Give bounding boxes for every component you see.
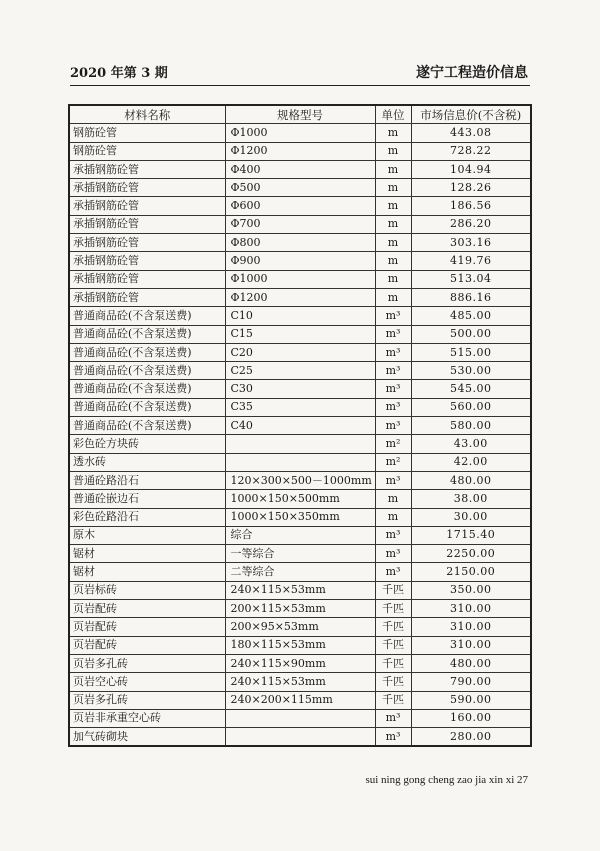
- cell-unit: 千匹: [375, 673, 411, 691]
- cell-name: 页岩非承重空心砖: [69, 709, 225, 727]
- cell-unit: m: [375, 124, 411, 142]
- cell-unit: m³: [375, 728, 411, 747]
- cell-spec: [225, 728, 375, 747]
- cell-name: 承插钢筋砼管: [69, 270, 225, 288]
- cell-spec: 120×300×500－1000mm: [225, 471, 375, 489]
- table-row: [69, 453, 531, 471]
- cell-spec: C30: [225, 380, 375, 398]
- cell-unit: m: [375, 160, 411, 178]
- cell-name: 彩色砼路沿石: [69, 508, 225, 526]
- cell-name: 页岩多孔砖: [69, 691, 225, 709]
- cell-spec: C20: [225, 343, 375, 361]
- table-row: [69, 417, 531, 435]
- cell-name: 钢筋砼管: [69, 124, 225, 142]
- cell-price: 580.00: [411, 417, 531, 435]
- table-row: [69, 142, 531, 160]
- table-row: [69, 508, 531, 526]
- cell-spec: C40: [225, 417, 375, 435]
- table-body: [69, 124, 531, 747]
- cell-name: 普通砼嵌边石: [69, 490, 225, 508]
- cell-unit: m: [375, 179, 411, 197]
- cell-name: 锯材: [69, 545, 225, 563]
- cell-spec: Φ700: [225, 215, 375, 233]
- cell-spec: 240×115×53mm: [225, 581, 375, 599]
- table-row: [69, 728, 531, 747]
- cell-spec: Φ1200: [225, 288, 375, 306]
- cell-spec: C35: [225, 398, 375, 416]
- cell-spec: Φ1000: [225, 270, 375, 288]
- table-row: [69, 270, 531, 288]
- cell-spec: 1000×150×500mm: [225, 490, 375, 508]
- cell-spec: 1000×150×350mm: [225, 508, 375, 526]
- cell-price: 104.94: [411, 160, 531, 178]
- cell-name: 页岩配砖: [69, 618, 225, 636]
- cell-price: 310.00: [411, 600, 531, 618]
- table-row: [69, 563, 531, 581]
- cell-spec: 180×115×53mm: [225, 636, 375, 654]
- table-row: [69, 179, 531, 197]
- col-header-unit: 单位: [375, 105, 411, 124]
- cell-price: 286.20: [411, 215, 531, 233]
- cell-name: 页岩配砖: [69, 636, 225, 654]
- cell-price: 515.00: [411, 343, 531, 361]
- publication-title: 遂宁工程造价信息: [416, 65, 528, 81]
- cell-unit: m³: [375, 307, 411, 325]
- cell-name: 页岩空心砖: [69, 673, 225, 691]
- table-row: [69, 545, 531, 563]
- table-row: [69, 490, 531, 508]
- cell-spec: Φ1200: [225, 142, 375, 160]
- table-row: [69, 709, 531, 727]
- cell-name: 普通商品砼(不含泵送费): [69, 307, 225, 325]
- cell-spec: 二等综合: [225, 563, 375, 581]
- cell-unit: m²: [375, 435, 411, 453]
- cell-unit: 千匹: [375, 691, 411, 709]
- cell-spec: C15: [225, 325, 375, 343]
- cell-unit: m: [375, 288, 411, 306]
- col-header-name: 材料名称: [69, 105, 225, 124]
- cell-name: 普通商品砼(不含泵送费): [69, 325, 225, 343]
- cell-name: 承插钢筋砼管: [69, 160, 225, 178]
- cell-unit: m³: [375, 417, 411, 435]
- price-table: [68, 104, 532, 747]
- cell-price: 1715.40: [411, 526, 531, 544]
- cell-unit: 千匹: [375, 654, 411, 672]
- table-row: [69, 197, 531, 215]
- cell-name: 承插钢筋砼管: [69, 215, 225, 233]
- cell-name: 普通商品砼(不含泵送费): [69, 398, 225, 416]
- table-row: [69, 618, 531, 636]
- cell-unit: m: [375, 234, 411, 252]
- cell-price: 2150.00: [411, 563, 531, 581]
- cell-name: 承插钢筋砼管: [69, 179, 225, 197]
- cell-price: 485.00: [411, 307, 531, 325]
- cell-price: 590.00: [411, 691, 531, 709]
- table-row: [69, 471, 531, 489]
- cell-spec: 综合: [225, 526, 375, 544]
- table-row: [69, 600, 531, 618]
- cell-unit: 千匹: [375, 581, 411, 599]
- cell-spec: C10: [225, 307, 375, 325]
- cell-name: 彩色砼方块砖: [69, 435, 225, 453]
- table-row: [69, 307, 531, 325]
- table-row: [69, 215, 531, 233]
- cell-spec: Φ500: [225, 179, 375, 197]
- cell-unit: m: [375, 142, 411, 160]
- cell-unit: m³: [375, 471, 411, 489]
- cell-price: 530.00: [411, 362, 531, 380]
- cell-spec: 240×115×53mm: [225, 673, 375, 691]
- table-row: [69, 398, 531, 416]
- cell-price: 480.00: [411, 654, 531, 672]
- cell-price: 42.00: [411, 453, 531, 471]
- cell-unit: m³: [375, 563, 411, 581]
- cell-spec: [225, 435, 375, 453]
- table-row: [69, 343, 531, 361]
- cell-unit: 千匹: [375, 618, 411, 636]
- cell-price: 419.76: [411, 252, 531, 270]
- cell-unit: m³: [375, 325, 411, 343]
- cell-name: 普通商品砼(不含泵送费): [69, 380, 225, 398]
- cell-unit: m: [375, 490, 411, 508]
- cell-price: 128.26: [411, 179, 531, 197]
- cell-price: 500.00: [411, 325, 531, 343]
- cell-price: 443.08: [411, 124, 531, 142]
- cell-price: 886.16: [411, 288, 531, 306]
- page-footer: sui ning gong cheng zao jia xin xi 27: [365, 774, 528, 786]
- cell-name: 普通商品砼(不含泵送费): [69, 417, 225, 435]
- cell-spec: Φ400: [225, 160, 375, 178]
- cell-unit: m: [375, 252, 411, 270]
- cell-spec: Φ900: [225, 252, 375, 270]
- cell-price: 160.00: [411, 709, 531, 727]
- cell-name: 承插钢筋砼管: [69, 197, 225, 215]
- header-row: [69, 105, 531, 124]
- cell-name: 透水砖: [69, 453, 225, 471]
- cell-name: 锯材: [69, 563, 225, 581]
- table-row: [69, 673, 531, 691]
- cell-name: 加气砖砌块: [69, 728, 225, 747]
- table-row: [69, 691, 531, 709]
- table-row: [69, 654, 531, 672]
- cell-price: 545.00: [411, 380, 531, 398]
- cell-price: 790.00: [411, 673, 531, 691]
- cell-price: 310.00: [411, 636, 531, 654]
- cell-spec: Φ800: [225, 234, 375, 252]
- table-row: [69, 526, 531, 544]
- cell-name: 原木: [69, 526, 225, 544]
- cell-unit: m: [375, 215, 411, 233]
- cell-name: 页岩多孔砖: [69, 654, 225, 672]
- cell-price: 560.00: [411, 398, 531, 416]
- issue-label: 2020 年第 3 期: [70, 66, 168, 81]
- table-row: [69, 252, 531, 270]
- cell-spec: Φ1000: [225, 124, 375, 142]
- cell-price: 728.22: [411, 142, 531, 160]
- table-header: [69, 105, 531, 124]
- cell-spec: [225, 709, 375, 727]
- cell-unit: m³: [375, 362, 411, 380]
- table-row: [69, 362, 531, 380]
- table-row: [69, 581, 531, 599]
- cell-price: 303.16: [411, 234, 531, 252]
- cell-spec: 200×115×53mm: [225, 600, 375, 618]
- cell-name: 页岩标砖: [69, 581, 225, 599]
- cell-name: 页岩配砖: [69, 600, 225, 618]
- cell-unit: m³: [375, 545, 411, 563]
- cell-price: 310.00: [411, 618, 531, 636]
- table-row: [69, 234, 531, 252]
- cell-price: 38.00: [411, 490, 531, 508]
- table-row: [69, 124, 531, 142]
- cell-unit: m³: [375, 526, 411, 544]
- cell-name: 普通砼路沿石: [69, 471, 225, 489]
- table-row: [69, 380, 531, 398]
- cell-unit: 千匹: [375, 636, 411, 654]
- table-row: [69, 160, 531, 178]
- header-divider: [70, 85, 530, 86]
- cell-price: 350.00: [411, 581, 531, 599]
- cell-unit: m³: [375, 380, 411, 398]
- cell-unit: m²: [375, 453, 411, 471]
- cell-unit: m³: [375, 343, 411, 361]
- cell-spec: 240×200×115mm: [225, 691, 375, 709]
- col-header-spec: 规格型号: [225, 105, 375, 124]
- cell-spec: [225, 453, 375, 471]
- cell-price: 513.04: [411, 270, 531, 288]
- cell-name: 承插钢筋砼管: [69, 234, 225, 252]
- cell-price: 480.00: [411, 471, 531, 489]
- cell-spec: 240×115×90mm: [225, 654, 375, 672]
- cell-name: 普通商品砼(不含泵送费): [69, 362, 225, 380]
- col-header-price: 市场信息价(不含税): [411, 105, 531, 124]
- cell-spec: 一等综合: [225, 545, 375, 563]
- cell-price: 30.00: [411, 508, 531, 526]
- cell-unit: m: [375, 508, 411, 526]
- cell-unit: m: [375, 270, 411, 288]
- cell-spec: C25: [225, 362, 375, 380]
- cell-name: 承插钢筋砼管: [69, 252, 225, 270]
- cell-spec: Φ600: [225, 197, 375, 215]
- table-row: [69, 325, 531, 343]
- cell-price: 2250.00: [411, 545, 531, 563]
- cell-unit: 千匹: [375, 600, 411, 618]
- table-row: [69, 636, 531, 654]
- cell-name: 钢筋砼管: [69, 142, 225, 160]
- table-row: [69, 435, 531, 453]
- cell-spec: 200×95×53mm: [225, 618, 375, 636]
- cell-price: 186.56: [411, 197, 531, 215]
- cell-unit: m³: [375, 398, 411, 416]
- cell-price: 280.00: [411, 728, 531, 747]
- cell-unit: m³: [375, 709, 411, 727]
- cell-price: 43.00: [411, 435, 531, 453]
- table-row: [69, 288, 531, 306]
- cell-name: 普通商品砼(不含泵送费): [69, 343, 225, 361]
- cell-name: 承插钢筋砼管: [69, 288, 225, 306]
- cell-unit: m: [375, 197, 411, 215]
